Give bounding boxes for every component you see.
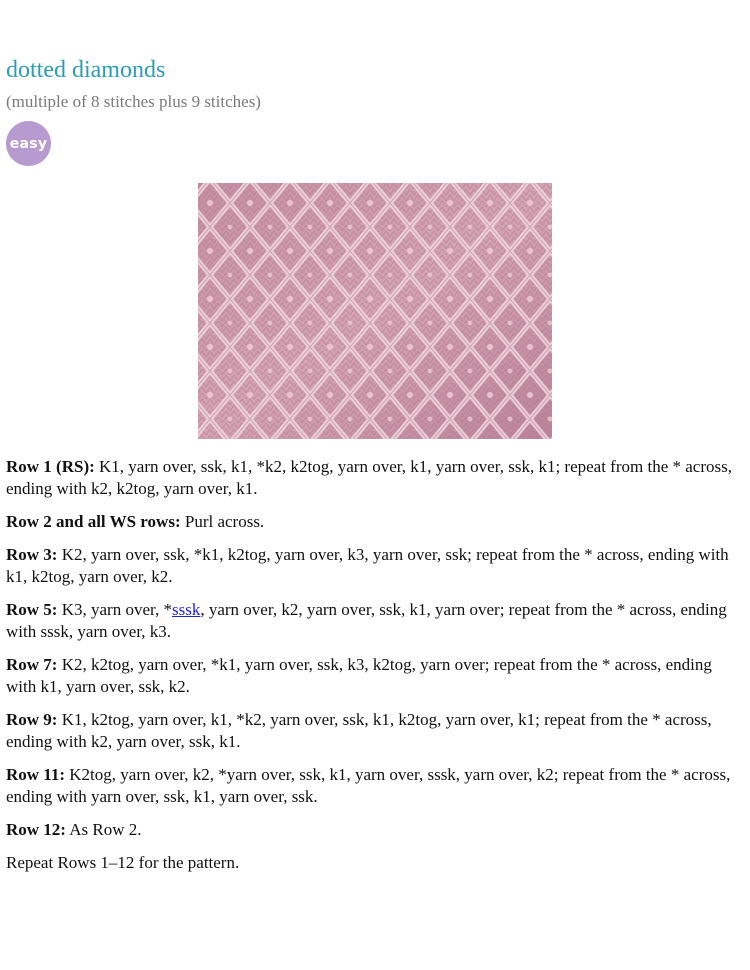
row-2-instruction (6, 511, 742, 533)
row-7-text: K2, k2tog, yarn over, *k1, yarn over, ssk, k3, k2tog, yarn over; repeat from the * across, ending with k1, yarn over, ssk, k2. (6, 655, 712, 696)
row-9-text: K1, k2tog, yarn over, k1, *k2, yarn over, ssk, k1, k2tog, yarn over, k1; repeat from the * across, ending with k2, yarn over, ssk, k1. (6, 710, 712, 751)
row-11-text: K2tog, yarn over, k2, *yarn over, ssk, k1, yarn over, sssk, yarn over, k2; repeat from the * across, ending with yarn over, ssk, k1, yarn over, ssk. (6, 765, 731, 806)
row-1-text: K1, yarn over, ssk, k1, *k2, k2tog, yarn over, k1, yarn over, ssk, k1; repeat from the * across, ending with k2, k2tog, yarn over, k1. (6, 457, 732, 498)
row-3-label: Row 3: (6, 545, 58, 564)
pattern-subtitle: (multiple of 8 stitches plus 9 stitches) (6, 92, 261, 111)
row-5-instruction (6, 599, 742, 643)
row-5-text-after-link: , yarn over, k2, yarn over, ssk, k1, yarn over; repeat from the * across, ending with sssk, yarn over, k3. (6, 600, 727, 641)
row-7-instruction (6, 654, 742, 698)
row-11-instruction (6, 764, 742, 808)
row-1-label: Row 1 (RS): (6, 457, 95, 476)
row-11-label: Row 11: (6, 765, 66, 784)
pattern-title: dotted diamonds (6, 57, 166, 83)
row-2-text: Purl across. (180, 512, 265, 531)
difficulty-badge-label: easy (9, 135, 48, 152)
row-7-label: Row 7: (6, 655, 58, 674)
knit-swatch-image (198, 183, 552, 439)
row-3-text: K2, yarn over, ssk, *k1, k2tog, yarn over, k3, yarn over, ssk; repeat from the * across, ending with k1, k2tog, yarn over, k2. (6, 545, 729, 586)
repeat-note: Repeat Rows 1–12 for the pattern. (6, 853, 240, 872)
row-2-label: Row 2 and all WS rows: (6, 512, 181, 531)
sssk-link[interactable]: sssk (171, 600, 201, 619)
difficulty-badge (6, 121, 51, 166)
pattern-page (6, 56, 742, 874)
row-3-instruction (6, 544, 742, 588)
row-12-instruction (6, 819, 742, 841)
row-12-text: As Row 2. (65, 820, 142, 839)
row-12-label: Row 12: (6, 820, 66, 839)
row-9-label: Row 9: (6, 710, 58, 729)
row-5-label: Row 5: (6, 600, 58, 619)
knit-swatch-illustration (198, 183, 552, 439)
pattern-instructions (6, 456, 742, 874)
row-1-instruction (6, 456, 742, 500)
row-5-text-before-link: K3, yarn over, * (57, 600, 172, 619)
row-9-instruction (6, 709, 742, 753)
